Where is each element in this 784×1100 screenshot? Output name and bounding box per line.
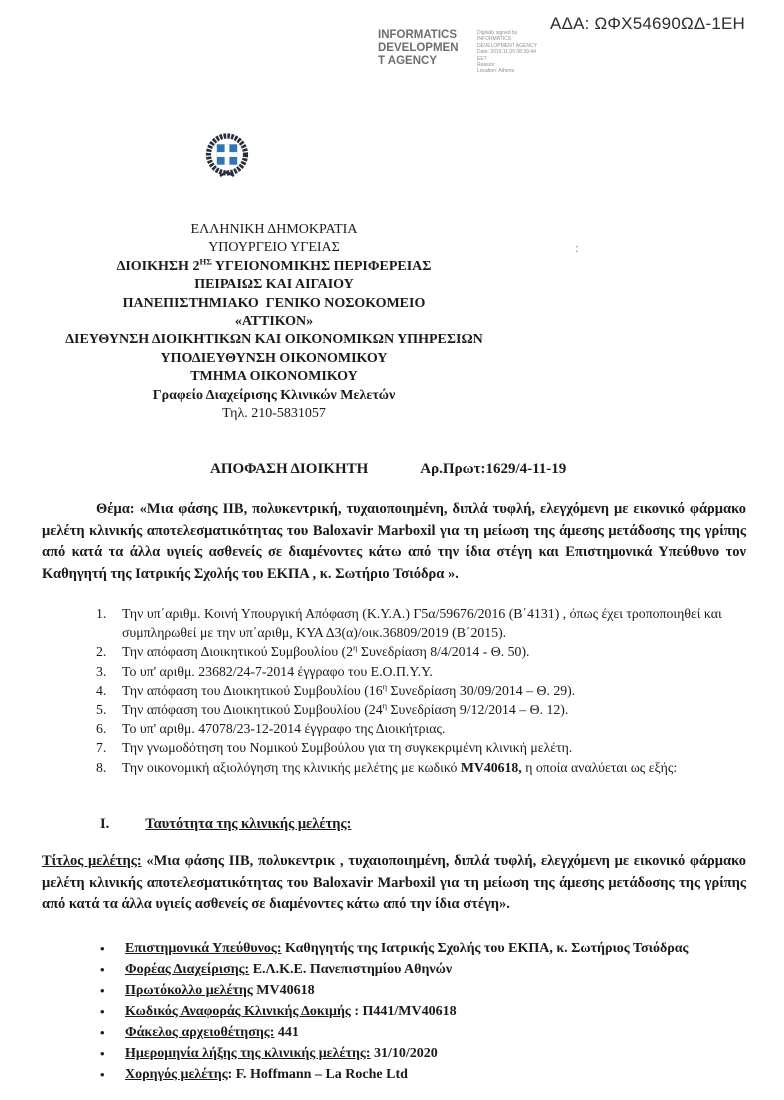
text-segment: Την οικονομική αξιολόγηση της κλινικής μελέτης με κωδικό: [122, 759, 461, 775]
text-segment: Το υπ' αριθμ. 23682/24-7-2014 έγγραφο του Ε.Ο.Π.Υ.Υ.: [122, 663, 433, 679]
item-text: [208, 240, 340, 255]
list-marker: 1.: [96, 606, 107, 621]
letterhead-line: [28, 221, 520, 239]
reference-item: [96, 642, 744, 661]
text-segment: MV40618,: [460, 759, 522, 775]
text-segment: ΥΠΟΔΙΕΥΘΥΝΣΗ ΟΙΚΟΝΟΜΙΚΟΥ: [160, 350, 388, 366]
section-heading: Ταυτότητα της κλινικής μελέτης:: [145, 816, 352, 832]
reference-item: [96, 738, 744, 757]
item-text: [194, 277, 354, 292]
text-segment: Την απόφαση του Διοικητικού Συμβουλίου (24: [122, 702, 383, 718]
item-text: [122, 700, 744, 719]
text-segment: Φάκελος αρχειοθέτησης:: [125, 1025, 275, 1040]
item-text: [191, 222, 358, 237]
item-text: [122, 719, 744, 738]
list-marker: 7.: [96, 740, 107, 756]
list-marker: 5.: [96, 702, 107, 718]
study-detail-item: [100, 1064, 748, 1085]
text-segment: Ε.Λ.Κ.Ε. Πανεπιστημίου Αθηνών: [249, 962, 453, 977]
item-text: [190, 369, 358, 384]
study-detail-item: [100, 1043, 748, 1064]
item-text: [125, 1001, 748, 1022]
list-marker: •: [100, 1067, 105, 1082]
signature-agency-line: INFORMATICS: [378, 29, 458, 41]
letterhead-line: [28, 313, 520, 331]
signature-detail-line: INFORMATICS: [477, 36, 512, 43]
list-marker: 2.: [96, 644, 107, 660]
letterhead-line: [28, 258, 520, 276]
item-text: [122, 681, 744, 700]
item-text: [122, 758, 744, 777]
text-segment: Πρωτόκολλο μελέτης: [125, 983, 253, 998]
study-detail-item: [100, 959, 748, 980]
reference-item: [96, 662, 744, 681]
text-segment: MV40618: [252, 983, 315, 998]
item-text: [161, 351, 388, 366]
text-segment: «ΑΤΤΙΚΟΝ»: [234, 314, 314, 330]
item-text: [125, 938, 748, 959]
list-marker: •: [100, 941, 105, 956]
signature-detail-line: Digitally signed by: [477, 30, 518, 36]
text-segment: Τίτλος μελέτης:: [42, 853, 142, 869]
signature-agency-name: [378, 29, 459, 68]
text-segment: : Π441/MV40618: [350, 1004, 457, 1019]
letterhead-line: [28, 276, 520, 294]
signature-agency-line: DEVELOPMEN: [378, 42, 459, 54]
item-text: [122, 604, 744, 642]
reference-item: [96, 700, 744, 719]
reference-item: [96, 758, 744, 777]
list-marker: 4.: [96, 682, 107, 698]
text-segment: Την απόφαση Διοικητικού Συμβουλίου (2: [122, 644, 353, 660]
signature-agency-line: T AGENCY: [378, 55, 437, 67]
text-segment: Γραφείο Διαχείρισης Κλινικών Μελετών: [152, 387, 396, 403]
letterhead-line: [28, 239, 520, 257]
text-segment: Ημερομηνία λήξης της κλινικής μελέτης:: [125, 1046, 371, 1061]
study-detail-item: [100, 1001, 748, 1022]
letterhead-line: [28, 368, 520, 386]
item-text: [222, 406, 326, 421]
study-title-paragraph: [42, 851, 746, 916]
text-segment: Συνεδρίαση 30/09/2014 – Θ. 29).: [387, 682, 576, 698]
list-marker: •: [100, 983, 105, 998]
list-marker: 3.: [96, 663, 107, 679]
text-segment: η: [382, 700, 388, 711]
signature-detail-line: DEVELOPMENT AGENCY: [477, 42, 537, 49]
text-segment: η: [382, 681, 388, 692]
text-segment: ΗΣ: [199, 256, 212, 267]
reference-item: [96, 604, 744, 642]
list-marker: 8.: [96, 759, 107, 775]
letterhead-line: [28, 350, 520, 368]
cross-horizontal: [217, 152, 237, 157]
text-segment: 441: [274, 1025, 299, 1040]
text-segment: ΔΙΕΥΘΥΝΣΗ ΔΙΟΙΚΗΤΙΚΩΝ ΚΑΙ ΟΙΚΟΝΟΜΙΚΩΝ ΥΠΗΡΕΣΙΩΝ: [65, 332, 483, 348]
list-marker: •: [100, 1025, 105, 1040]
references-list: [96, 604, 744, 777]
list-marker: •: [100, 1046, 105, 1061]
study-details-list: [100, 938, 748, 1085]
signature-detail-line: EET: [477, 55, 487, 62]
protocol-number: Αρ.Πρωτ:1629/4-11-19: [420, 461, 567, 477]
signature-detail-line: Date: 2019.11.05 08:39:44: [477, 49, 536, 56]
text-segment: Συνεδρίαση 9/12/2014 – Θ. 12).: [387, 702, 569, 718]
reference-item: [96, 681, 744, 700]
text-segment: ΥΠΟΥΡΓΕΙΟ ΥΓΕΙΑΣ: [208, 240, 340, 256]
item-text: [65, 332, 483, 347]
item-text: [125, 959, 748, 980]
text-segment: Καθηγητής της Ιατρικής Σχολής του ΕΚΠΑ, κ. Σωτήριος Τσιόδρας: [281, 941, 689, 956]
letterhead-line: [28, 405, 520, 423]
decision-title: ΑΠΟΦΑΣΗ ΔΙΟΙΚΗΤΗ: [210, 461, 369, 477]
stray-colon-mark: :: [575, 240, 579, 255]
text-segment: Θέμα: «Μια φάσης ΙΙΒ, πολυκεντρική, τυχαιοποιημένη, διπλά τυφλή, ελεγχόμενη με εικονικό φάρμακο μελέτη κλινικής αποτελεσματικότητας του Baloxavir Marboxil για τη μείωση της άμεσης μετάδοσης της γρίπης από κατά τα άλλα υγιείς ασθενείς σε διαμένοντες κάτω από την ίδια στέγη και Επιστημονικά Υπεύθυνο τον Καθηγητή της Ιατρικής Σχολής του ΕΚΠΑ , κ. Σωτήριο Τσιόδρα ».: [42, 501, 746, 582]
item-text: [235, 314, 313, 329]
text-segment: Την απόφαση του Διοικητικού Συμβουλίου (16: [122, 682, 383, 698]
item-text: [116, 256, 432, 274]
item-text: [125, 980, 748, 1001]
text-segment: ΕΛΛΗΝΙΚΗ ΔΗΜΟΚΡΑΤΙΑ: [190, 222, 358, 237]
letterhead-line: [28, 331, 520, 349]
signature-detail-line: Reason:: [477, 62, 496, 69]
text-segment: Χορηγός μελέτης: [125, 1067, 228, 1082]
study-detail-item: [100, 980, 748, 1001]
item-text: [125, 1043, 748, 1064]
letterhead-line: [28, 295, 520, 313]
list-marker: 6.: [96, 721, 107, 737]
study-detail-item: [100, 1022, 748, 1043]
text-segment: Φορέας Διαχείρισης:: [125, 962, 250, 977]
reference-item: [96, 719, 744, 738]
item-text: [125, 1064, 748, 1085]
section-heading-row: [100, 816, 351, 833]
item-text: [125, 1022, 748, 1043]
text-segment: Την υπ΄αριθμ. Κοινή Υπουργική Απόφαση (Κ.Υ.Α.) Γ5α/59676/2016 (Β΄4131) , όπως έχει τροποποιηθεί και συμπληρωθεί με την υπ΄αριθμ, ΚΥΑ Δ3(α)/οικ.36809/2019 (Β΄2015).: [122, 606, 722, 641]
text-segment: η οποία αναλύεται ως εξής:: [521, 759, 678, 775]
item-text: [153, 388, 396, 403]
item-text: [122, 738, 744, 757]
list-marker: •: [100, 1004, 105, 1019]
hellenic-coat-of-arms-icon: [204, 131, 250, 181]
item-text: [123, 296, 426, 311]
signature-detail-line: Location: Athens: [477, 68, 514, 75]
text-segment: «Μια φάσης ΙΙΒ, πολυκεντρικ , τυχαιοποιημένη, διπλά τυφλή, ελεγχόμενη με εικονικό φάρμακο μελέτη κλινικής αποτελεσματικότητας του Baloxavir Marboxil για τη μείωση της άμεσης μετάδοσης της γρίπης από κατά τα άλλα υγιείς ασθενείς σε διαμένοντες κάτω από την ίδια στέγη».: [42, 853, 747, 912]
ada-number: ΑΔΑ: ΩΦΧ54690ΩΔ-1ΕΗ: [550, 14, 745, 33]
text-segment: ΥΓΕΙΟΝΟΜΙΚΗΣ ΠΕΡΙΦΕΡΕΙΑΣ: [211, 258, 432, 274]
text-segment: 31/10/2020: [370, 1046, 438, 1061]
text-segment: Το υπ' αριθμ. 47078/23-12-2014 έγγραφο της Διοικήτριας.: [122, 721, 446, 737]
text-segment: Την γνωμοδότηση του Νομικού Συμβούλου για τη συγκεκριμένη κλινική μελέτη.: [122, 740, 573, 756]
text-segment: ΠΑΝΕΠΙΣΤΗΜΙΑΚΟ ΓΕΝΙΚΟ ΝΟΣΟΚΟΜΕΙΟ: [122, 295, 426, 311]
text-segment: η: [352, 642, 358, 653]
signature-details: [477, 30, 537, 75]
decision-line: [210, 461, 566, 478]
study-detail-item: [100, 938, 748, 959]
subject-paragraph: [42, 499, 746, 585]
list-marker: •: [100, 962, 105, 977]
letterhead: [28, 221, 520, 423]
section-numeral: I.: [100, 816, 110, 832]
text-segment: ΔΙΟΙΚΗΣΗ 2: [116, 258, 200, 274]
text-segment: Συνεδρίαση 8/4/2014 - Θ. 50).: [357, 644, 530, 660]
text-segment: Επιστημονικά Υπεύθυνος:: [125, 941, 282, 956]
text-segment: ΠΕΙΡΑΙΩΣ ΚΑΙ ΑΙΓΑΙΟΥ: [194, 277, 354, 293]
letterhead-line: [28, 387, 520, 405]
item-text: [122, 642, 744, 661]
item-text: [122, 662, 744, 681]
text-segment: ΤΜΗΜΑ ΟΙΚΟΝΟΜΙΚΟΥ: [190, 369, 358, 385]
text-segment: : F. Hoffmann – La Roche Ltd: [227, 1067, 408, 1082]
text-segment: Τηλ. 210-5831057: [222, 406, 326, 422]
text-segment: Κωδικός Αναφοράς Κλινικής Δοκιμής: [125, 1004, 351, 1019]
